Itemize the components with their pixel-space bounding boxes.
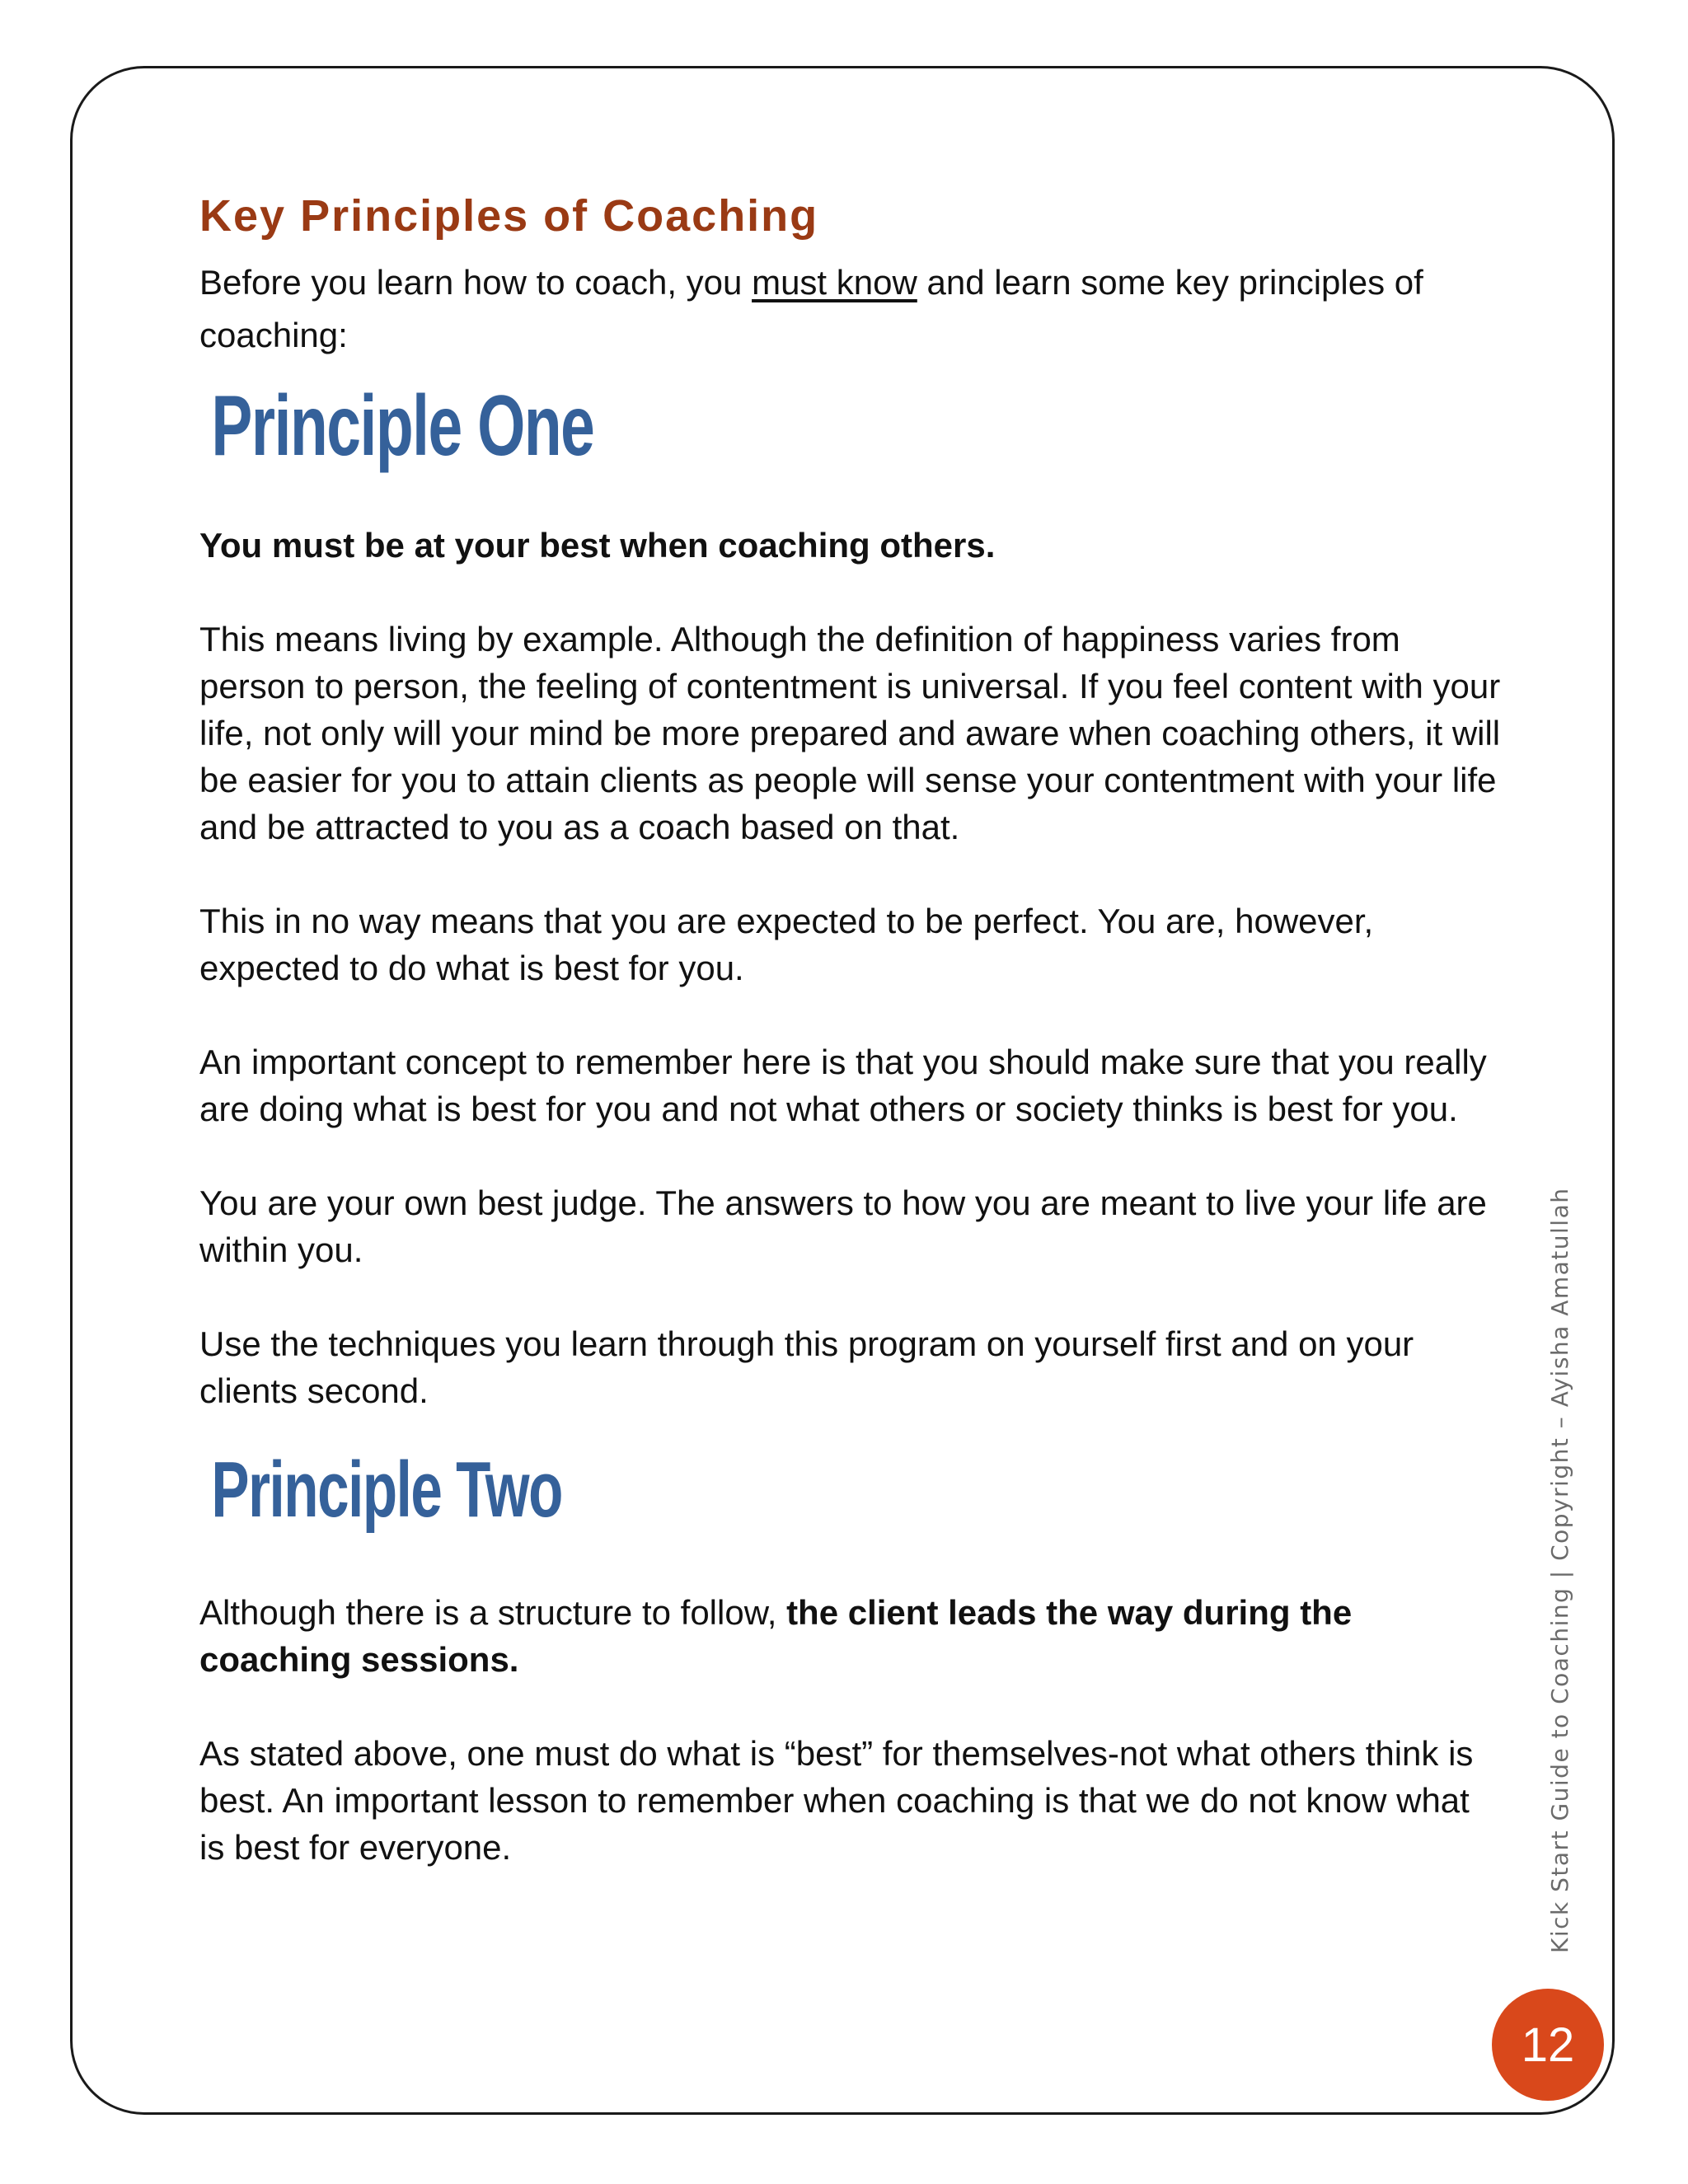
principle-two-intro-bold: the client leads the way during the coaching sessions. bbox=[199, 1592, 1353, 1679]
intro-text-after: and learn some key principles of coaching: bbox=[199, 262, 1423, 354]
intro-text-before: Before you learn how to coach, you bbox=[199, 262, 753, 302]
page-content bbox=[199, 190, 1502, 1871]
intro-paragraph bbox=[199, 256, 1502, 362]
side-copyright-text: Kick Start Guide to Coaching | Copyright – Ayisha Amatullah bbox=[1546, 1187, 1573, 1953]
principle-one-paragraph-1: This means living by example. Although the definition of happiness varies from person to person, the feeling of contentment is universal. If you feel content with your life, not only will your mind be more prepared and aware when coaching others, it will be easier for you to attain clients as people will sense your contentment with your life and be attracted to you as a coach based on that. bbox=[199, 619, 1501, 846]
principle-one-statement: You must be at your best when coaching others. bbox=[199, 525, 996, 565]
intro-emphasis: must know bbox=[752, 262, 917, 302]
principle-two-intro-plain: Although there is a structure to follow, bbox=[199, 1592, 787, 1632]
principle-one-paragraph-4: You are your own best judge. The answers to how you are meant to live your life are within you. bbox=[199, 1183, 1487, 1269]
principle-one-paragraph-3: An important concept to remember here is that you should make sure that you really are doing what is best for you and not what others or society thinks is best for you. bbox=[199, 1042, 1487, 1128]
page-number: 12 bbox=[1521, 2018, 1575, 2072]
principle-two-heading: Principle Two bbox=[211, 1445, 562, 1534]
principle-one-paragraph-5: Use the techniques you learn through this program on yourself first and on your clients second. bbox=[199, 1324, 1414, 1410]
section-title: Key Principles of Coaching bbox=[199, 191, 819, 241]
principle-one-heading: Principle One bbox=[211, 377, 594, 474]
principle-one-paragraph-2: This in no way means that you are expected to be perfect. You are, however, expected to do what is best for you. bbox=[199, 901, 1374, 987]
principle-two-intro bbox=[199, 1589, 1502, 1683]
page-number-badge bbox=[1492, 1989, 1604, 2101]
principle-two-paragraph: As stated above, one must do what is “best” for themselves-not what others think is best. An important lesson to remember when coaching is that we do not know what is best for everyone. bbox=[199, 1733, 1474, 1867]
